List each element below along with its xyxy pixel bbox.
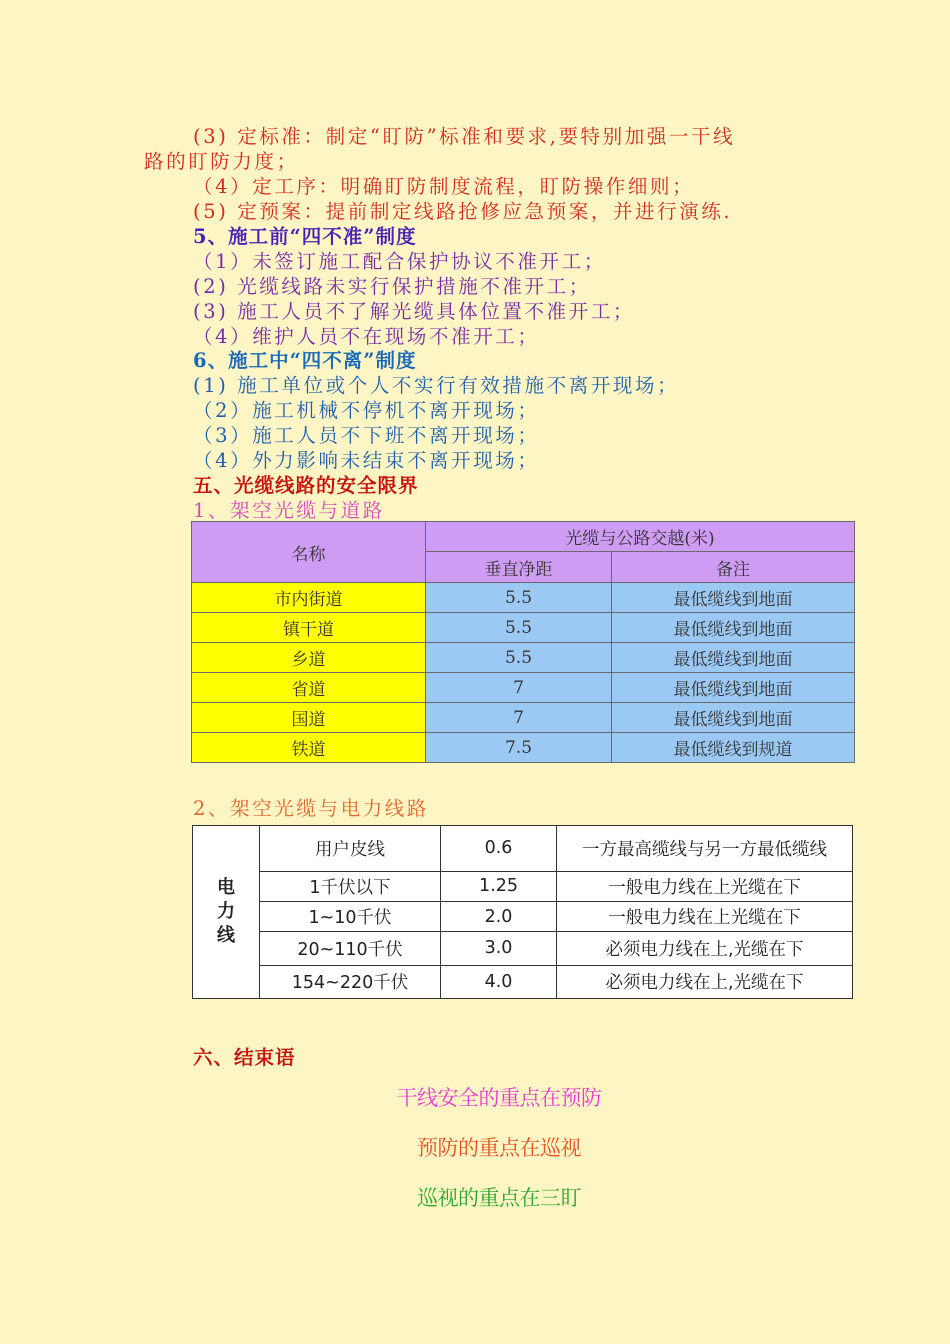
section4-item-3-continued: 路的盯防力度； — [144, 150, 299, 173]
table-row — [192, 613, 855, 643]
column-header-name: 名称 — [192, 522, 426, 583]
section4-item-4: （4）定工序：明确盯防制度流程，盯防操作细则； — [193, 175, 695, 198]
subsection-road: 1、架空光缆与道路 — [193, 499, 385, 522]
section6-item: （3）施工人员不下班不离开现场； — [193, 424, 540, 447]
row-value: 7 — [426, 703, 612, 733]
section6-item: （4）外力影响未结束不离开现场； — [193, 449, 540, 472]
section5-item: (2) 光缆线路未实行保护措施不准开工； — [193, 275, 591, 298]
row-value: 5.5 — [426, 643, 612, 673]
row-note: 一般电力线在上光缆在下 — [557, 871, 853, 901]
closing-line-3: 巡视的重点在三盯 — [417, 1186, 581, 1210]
row-name: 国道 — [192, 703, 426, 733]
row-name: 乡道 — [192, 643, 426, 673]
row-name: 用户皮线 — [260, 826, 441, 872]
chapter5-heading: 五、光缆线路的安全限界 — [193, 474, 419, 497]
column-header-vertical: 垂直净距 — [426, 552, 612, 583]
row-name: 镇干道 — [192, 613, 426, 643]
section4-item-5: (5) 定预案：提前制定线路抢修应急预案，并进行演练. — [193, 200, 733, 223]
section6-item: (1) 施工单位或个人不实行有效措施不离开现场； — [193, 374, 680, 397]
power-line-table — [192, 825, 853, 999]
section5-item: （1）未签订施工配合保护协议不准开工； — [193, 250, 606, 273]
row-name: 市内街道 — [192, 583, 426, 613]
row-note: 一般电力线在上光缆在下 — [557, 901, 853, 931]
row-note: 最低缆线到规道 — [612, 733, 855, 763]
row-name: 154~220千伏 — [260, 965, 441, 998]
table-row — [192, 703, 855, 733]
row-value: 3.0 — [441, 932, 557, 965]
row-note: 一方最高缆线与另一方最低缆线 — [557, 826, 853, 872]
row-value: 2.0 — [441, 901, 557, 931]
row-value: 4.0 — [441, 965, 557, 998]
row-note: 最低缆线到地面 — [612, 613, 855, 643]
section5-item: （4）维护人员不在现场不准开工； — [193, 325, 540, 348]
row-name: 1~10千伏 — [260, 901, 441, 931]
group-label-text: 电力线 — [216, 877, 235, 946]
row-value: 0.6 — [441, 826, 557, 872]
subsection-power-line: 2、架空光缆与电力线路 — [193, 797, 430, 820]
column-header-note: 备注 — [612, 552, 855, 583]
row-note: 必须电力线在上,光缆在下 — [557, 965, 853, 998]
row-note: 最低缆线到地面 — [612, 643, 855, 673]
table-row — [192, 733, 855, 763]
table-row — [193, 826, 853, 872]
chapter6-heading: 六、结束语 — [193, 1046, 296, 1069]
row-value: 7 — [426, 673, 612, 703]
road-crossing-table — [191, 521, 855, 763]
section6-heading: 6、施工中“四不离”制度 — [193, 349, 417, 372]
row-name: 20~110千伏 — [260, 932, 441, 965]
column-group-header: 光缆与公路交越(米) — [426, 522, 855, 552]
table-row — [193, 901, 853, 931]
table-row — [193, 932, 853, 965]
row-value: 1.25 — [441, 871, 557, 901]
row-value: 5.5 — [426, 613, 612, 643]
row-name: 省道 — [192, 673, 426, 703]
table-row — [192, 583, 855, 613]
row-note: 最低缆线到地面 — [612, 703, 855, 733]
table-row — [193, 871, 853, 901]
closing-line-2: 预防的重点在巡视 — [417, 1136, 581, 1160]
table-row — [193, 965, 853, 998]
row-value: 5.5 — [426, 583, 612, 613]
row-name: 1千伏以下 — [260, 871, 441, 901]
table-row — [192, 643, 855, 673]
row-name: 铁道 — [192, 733, 426, 763]
section4-item-3: (3) 定标准：制定“盯防”标准和要求,要特别加强一干线 — [193, 125, 736, 148]
power-line-group-label — [193, 826, 260, 999]
row-note: 最低缆线到地面 — [612, 673, 855, 703]
closing-line-1: 干线安全的重点在预防 — [396, 1086, 602, 1110]
row-note: 必须电力线在上,光缆在下 — [557, 932, 853, 965]
table-row — [192, 673, 855, 703]
section6-item: （2）施工机械不停机不离开现场； — [193, 399, 540, 422]
section5-heading: 5、施工前“四不准”制度 — [193, 225, 417, 248]
row-value: 7.5 — [426, 733, 612, 763]
section5-item: (3) 施工人员不了解光缆具体位置不准开工； — [193, 300, 636, 323]
row-note: 最低缆线到地面 — [612, 583, 855, 613]
